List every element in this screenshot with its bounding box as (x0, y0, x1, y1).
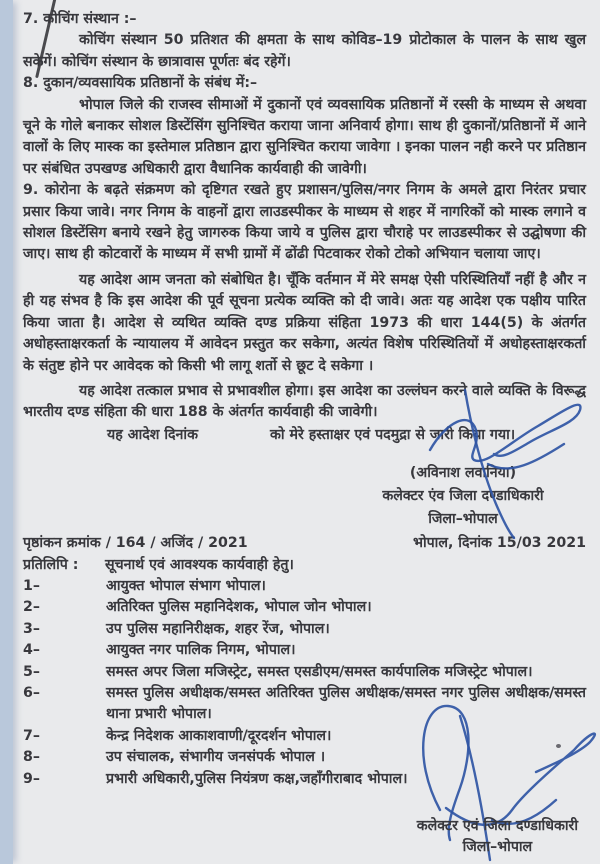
footer-signatory-district: जिला–भोपाल (462, 839, 533, 855)
recipient-text: आयुक्त नगर पालिक निगम, भोपाल। (106, 642, 296, 659)
effect-paragraph: यह आदेश तत्काल प्रभाव से प्रभावशील होगा। इस आदेश का उल्लंघन करने वाले व्यक्ति के विरूद्ध भारतीय दण्ड संहिता की धारा 188 के अंतर्गत कार्यवाही की जावेगी। (23, 382, 586, 421)
recipient-text: उप पुलिस महानिरीक्षक, शहर रेंज, भोपाल। (106, 620, 330, 637)
recipient-text: आयुक्त भोपाल संभाग भोपाल। (106, 577, 266, 594)
public-notice-paragraph: यह आदेश आम जनता को संबोधित है। चूँकि वर्तमान में मेरे समक्ष ऐसी परिस्थितियाँ नहीं है और न ही यह संभव है कि इस आदेश की पूर्व सूचना प्रत्येक व्यक्ति को दी जावे। अतः यह आदेश एक पक्षीय पारित किया जाता है। आदेश से व्यथित व्यक्ति दण्ड प्रक्रिया संहिता 1973 की धारा 144(5) के अंतर्गत अधोहस्ताक्षरकर्ता के न्यायालय में आवेदन प्रस्तुत कर सकेगा, अत्यंत विशेष परिस्थितियों में अधोहस्ताक्षरकर्ता के संतुष्ट होने पर आवेदक को किसी भी लागू शर्तो से छूट दे सकेगा । (23, 271, 586, 374)
recipient-row (23, 640, 586, 661)
scan-edge-strip (0, 0, 13, 864)
recipient-text: केन्द्र निदेशक आकाशवाणी/दूरदर्शन भोपाल। (106, 727, 332, 744)
recipient-row (23, 597, 586, 618)
section7-body: कोचिंग संस्थान 50 प्रतिशत की क्षमता के साथ कोविड–19 प्रोटोकाल के पालन के साथ खुल सकेगें। कोचिंग संस्थान के छात्रावास पूर्णतः बंद रहेगें। (23, 32, 586, 70)
endorsement-ref: पृष्ठांकन क्रमांक / 164 / अजिंद / 2021 (23, 535, 248, 552)
recipient-text: समस्त अपर जिला मजिस्ट्रेट, समस्त एसडीएम/समस्त कार्यपालिक मजिस्ट्रेट भोपाल। (106, 663, 533, 680)
recipient-row (23, 726, 586, 747)
recipient-text: उप संचालक, संभागीय जनसंपर्क भोपाल । (106, 749, 326, 766)
recipient-number: 1– (23, 577, 40, 594)
copy-to-purpose: सूचनार्थ एवं आवश्यक कार्यवाही हेतु। (105, 556, 294, 573)
recipient-number: 6– (23, 684, 40, 701)
section8-heading: 8. दुकान/व्यवसायिक प्रतिष्ठानों के संबंध में:– (23, 75, 258, 92)
recipient-number: 2– (23, 599, 40, 616)
section9-body: कोरोना के बढ़ते संक्रमण को दृष्टिगत रखते हुए प्रशासन/पुलिस/नगर निगम के अमले द्वारा निरंतर प्रचार प्रसार किया जावे। नगर निगम के वाहनों द्वारा लाउडस्पीकर के माध्यम से शहर में नागरिकों को मास्क लगाने व सोशल डिस्टेंसिग बनाये रखने हेतु जागरुक किया जाये व पुलिस द्वारा चौराहे पर लाउडस्पीकर से उद्घोषणा की जाए। साथ ही कोटवारों के माध्यम में सभी ग्रामों में ढोंढी पिटवाकर रोको टोको अभियान चलाया जाए। (23, 182, 586, 263)
section7-heading: 7. कोचिंग संस्थान :– (23, 11, 137, 27)
recipient-row (23, 747, 586, 768)
recipient-number: 4– (23, 642, 40, 659)
footer-signatory-block (417, 816, 578, 858)
copy-to-label: प्रतिलिपि : (23, 556, 79, 573)
recipient-row (23, 683, 586, 726)
recipient-row (23, 769, 586, 790)
recipient-number: 9– (23, 770, 40, 787)
signatory-district: जिला–भोपाल (428, 511, 498, 528)
section8-body: भोपाल जिले की राजस्व सीमाओं में दुकानों एवं व्यवसायिक प्रतिष्ठानों में रस्सी के माध्यम से अथवा चूने के गोले बनाकर सोशल डिस्टेंसिंग सुनिश्चित कराया जाना अनिवार्य होगा। साथ ही दुकानों/प्रतिष्ठानों में आने वालों के लिए मास्क का इस्तेमाल प्रतिष्ठान द्वारा सुनिश्चित कराया जावेगा । इनका पालन नही करने पर प्रतिष्ठान पर संबंधित उपखण्ड अधिकारी द्वारा वैधानिक कार्यवाही की जावेगी। (23, 96, 586, 177)
recipient-row (23, 619, 586, 640)
ink-dot-mark (556, 744, 561, 748)
signatory-name: (अविनाश लवानिया) (409, 465, 517, 482)
issue-date-prefix: यह आदेश दिनांक (107, 426, 198, 443)
recipient-row (23, 662, 586, 683)
issue-date-line (23, 425, 586, 446)
order-body (23, 9, 586, 790)
signatory-block (343, 462, 583, 531)
recipient-number: 8– (23, 749, 40, 766)
recipient-number: 7– (23, 727, 40, 744)
endorsement-row (23, 533, 586, 554)
copy-to-row (23, 555, 586, 576)
recipient-number: 5– (23, 663, 40, 680)
endorsement-place-date: भोपाल, दिनांक 15/03 2021 (412, 535, 586, 552)
recipient-number: 3– (23, 620, 40, 637)
recipient-text: समस्त पुलिस अधीक्षक/समस्त अतिरिक्त पुलिस अधीक्षक/समस्त नगर पुलिस अधीक्षक/समस्त थाना प्रभारी भोपाल। (106, 684, 586, 723)
signatory-title: कलेक्टर एंव जिला दण्डाधिकारी (382, 488, 544, 505)
recipient-text: प्रभारी अधिकारी,पुलिस नियंत्रण कक्ष,जहाँगीराबाद भोपाल। (106, 770, 408, 787)
recipient-text: अतिरिक्त पुलिस महानिदेशक, भोपाल जोन भोपाल। (106, 599, 372, 616)
footer-signatory-title: कलेक्टर एवं जिला दण्डाधिकारी (416, 818, 578, 834)
section9-number: 9. (23, 182, 39, 199)
issue-date-suffix: को मेरे हस्ताक्षर एवं पदमुद्रा से जारी किया गया। (269, 426, 516, 443)
recipient-row (23, 576, 586, 597)
section9-paragraph (23, 180, 586, 266)
